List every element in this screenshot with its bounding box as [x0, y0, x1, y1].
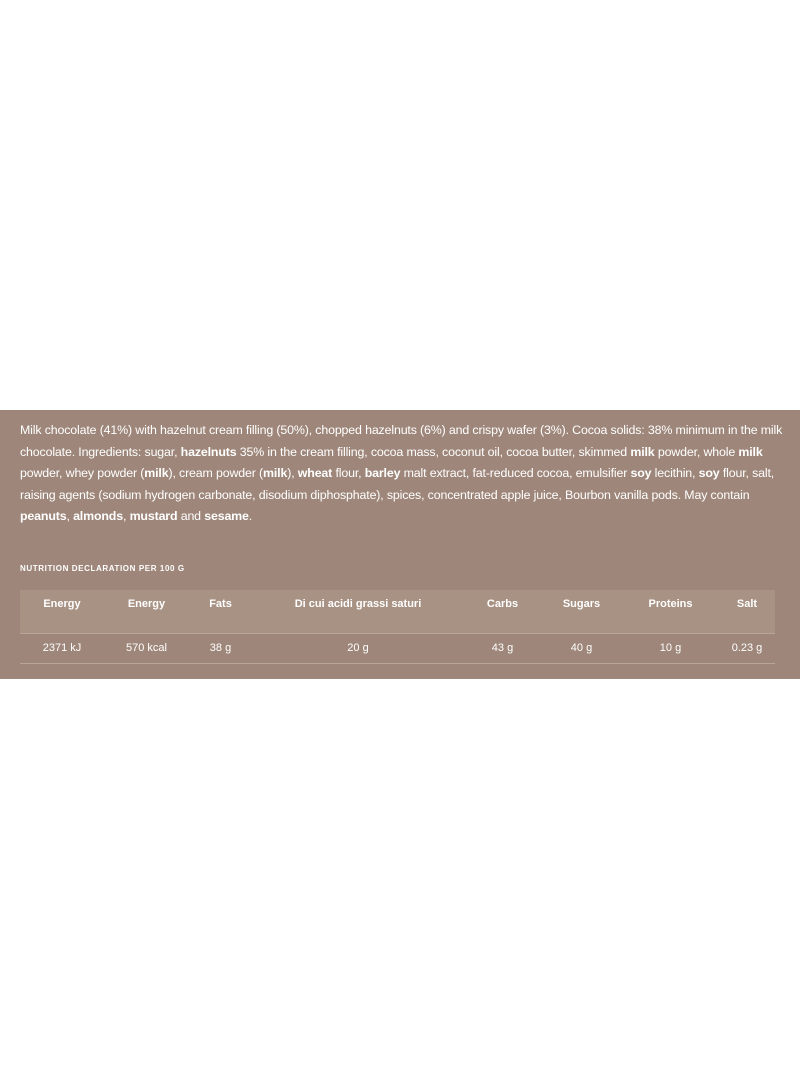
nutrition-header-row: [20, 590, 775, 633]
header-energy-kcal: Energy: [127, 598, 166, 611]
header-sugars: Sugars: [562, 598, 601, 611]
header-salt: Salt: [736, 598, 758, 611]
header-carbs: Carbs: [486, 598, 519, 611]
nutrition-title: NUTRITION DECLARATION PER 100 G: [20, 564, 185, 573]
value-sugars: 40 g: [541, 633, 622, 663]
value-carbs: 43 g: [464, 633, 541, 663]
header-proteins: Proteins: [648, 598, 693, 611]
product-info-panel: [0, 410, 800, 679]
value-energy-kj: 2371 kJ: [20, 633, 104, 663]
value-saturated-fats: 20 g: [252, 633, 464, 663]
value-energy-kcal: 570 kcal: [104, 633, 189, 663]
header-fats: Fats: [209, 598, 232, 611]
value-proteins: 10 g: [622, 633, 719, 663]
nutrition-values-row: [20, 633, 775, 663]
nutrition-table: [20, 590, 775, 664]
header-energy-kj: Energy: [43, 598, 81, 611]
value-fats: 38 g: [189, 633, 252, 663]
ingredients-text: Milk chocolate (41%) with hazelnut cream filling (50%), chopped hazelnuts (6%) and crispy wafer (3%). Cocoa solids: 38% minimum in the milk chocolate. Ingredients: sugar, hazelnuts 35% in the cream filling, cocoa mass, coconut oil, cocoa butter, skimmed milk powder, whole milk powder, whey powder (milk), cream powder (milk), wheat flour, barley malt extract, fat-reduced cocoa, emulsifier soy lecithin, soy flour, salt, raising agents (sodium hydrogen carbonate, disodium diphosphate), spices, concentrated apple juice, Bourbon vanilla pods. May contain peanuts, almonds, mustard and sesame.: [20, 423, 783, 523]
value-salt: 0.23 g: [719, 633, 775, 663]
header-saturated-fats: Di cui acidi grassi saturi: [294, 598, 422, 611]
